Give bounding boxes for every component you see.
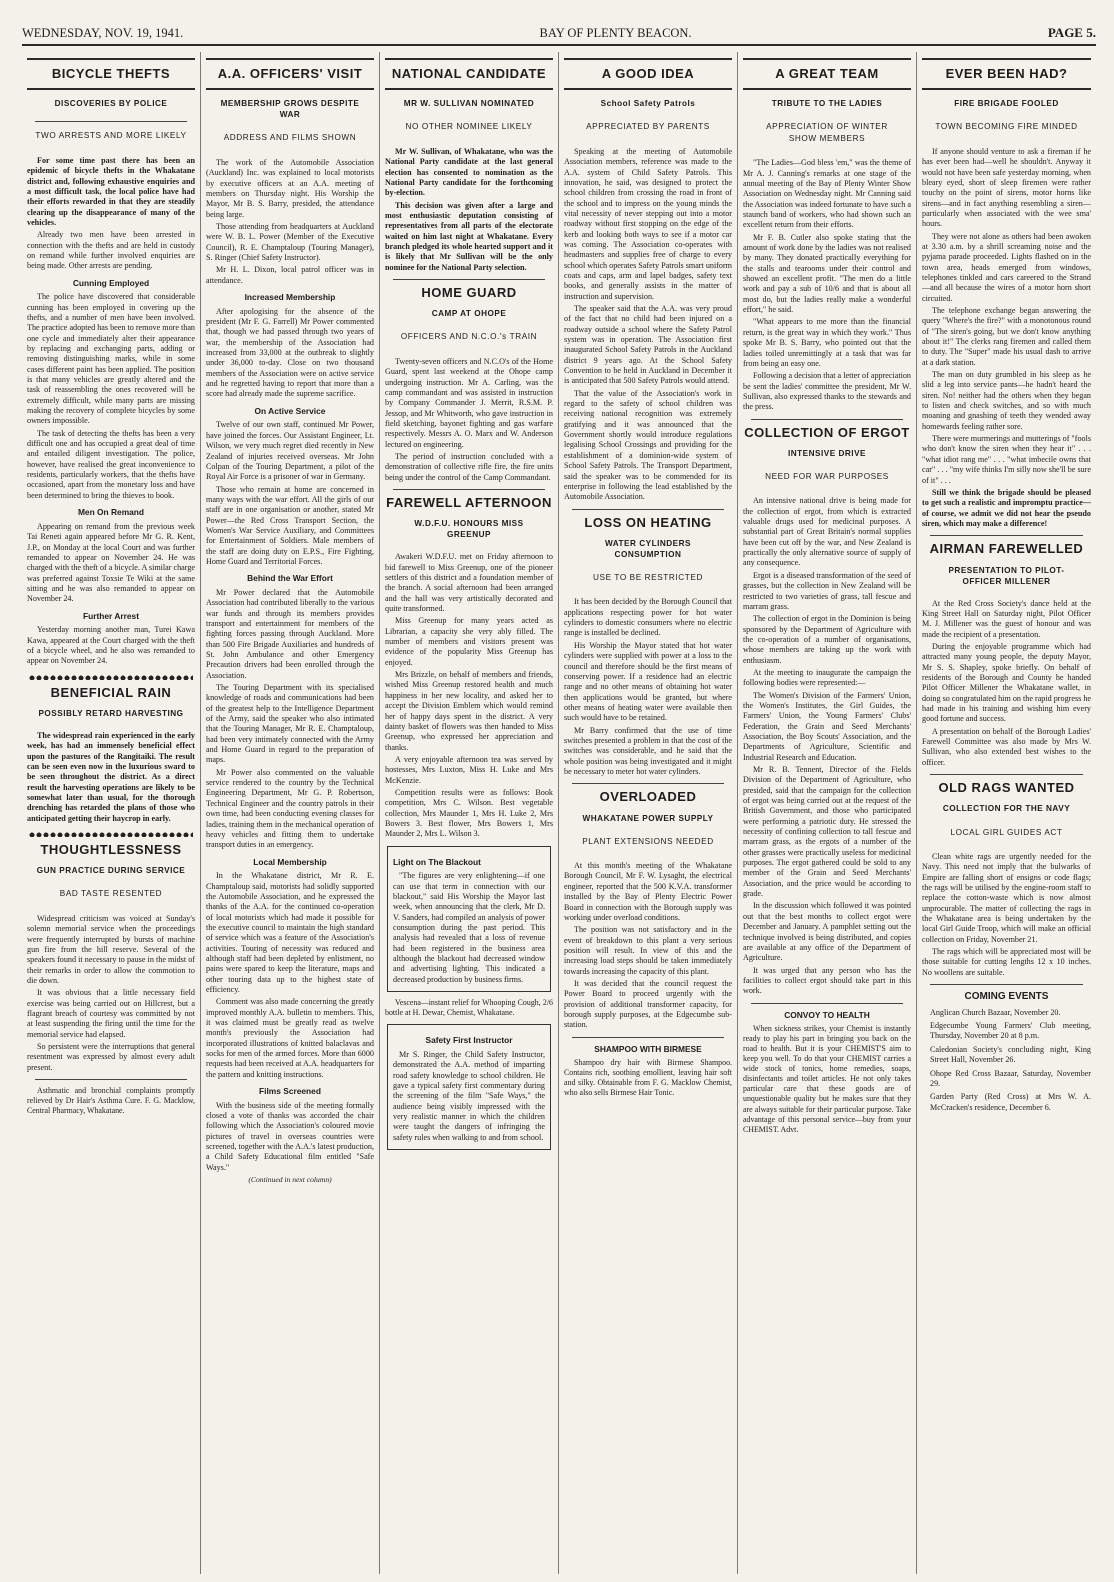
paragraph: It was decided that the council request the Power Board to proceed urgently with the provision of additional transformer capacity, for borough supply purposes, at the Edgecumbe sub-station. — [564, 978, 732, 1030]
subheadline: MEMBERSHIP GROWS DESPITE WAR — [220, 99, 360, 120]
section-heading: Men On Remand — [77, 507, 145, 518]
deck: ADDRESS AND FILMS SHOWN — [223, 133, 357, 143]
paragraph: The rags which will be appreciated most will be those suitable for cutting lengths 12 x 10 inches. No woollens are suitable. — [922, 947, 1091, 977]
paragraph: The telephone exchange began answering the query "Where's the fire?" with a monotonous round of "The siren's going, but we don't know anything about it!" The clerks rang firemen and called them to duty. The "Super" made his usual dash to arrive at a dark station. — [922, 306, 1091, 367]
paragraph: Speaking at the meeting of Automobile Association members, reference was made to the A.A. system of Child Safety Patrols. This innovation, he said, was designed to protect the school children from crossing the road in front of the school and to impress on the young minds the vital necessity of never stepping out into a motor roadway without first stopping on the edge of the kerb and looking both ways to see if a motor car was coming. The Association co-operates with headmasters and supplies free of charge to every school which operates Safety Patrols smart uniform coats and caps, arm and lapel badges, safety text books, and generally assists in the matter of instruction and supervision. — [564, 146, 732, 301]
paragraph: Mr Barry confirmed that the use of time switches presented a problem in that the cost of the switches was considerable, and he said that the whole position was being investigated and it might be necessary to meter hot water cylinders. — [564, 725, 732, 776]
paragraph: Awakeri W.D.F.U. met on Friday afternoon to bid farewell to Miss Greenup, one of the pioneer settlers of this district and a foundation member of the branch. A social afternoon had been arranged and the hall was very artistically decorated and quite transformed. — [385, 552, 553, 614]
deck: TOWN BECOMING FIRE MINDED — [935, 122, 1078, 132]
paragraph: Ergot is a diseased transformation of the seed of grasses, but the collection in New Zealand will be restricted to two varieties of grass, tall fescue and marram grass. — [743, 570, 911, 611]
paragraph: Mr H. L. Dixon, local patrol officer was in attendance. — [206, 265, 374, 285]
paragraph: The task of detecting the thefts has been a very difficult one and has occupied a great deal of time and entailed diligent investigation. The police, however, have realised the great inconvenience to residents, particularly workers, that the thefts have occasioned, apart from the monetary loss and have been determined to bring the thieves to book. — [27, 428, 195, 500]
paragraph: Shampoo dry hair with Birmese Shampoo. Contains rich, soothing emollient, leaving hair soft and silky. Obtainable from F. G. Macklow Chemist, who also sells Birmese Hair Tonic. — [564, 1058, 732, 1098]
paragraph: The man on duty grumbled in his sleep as he slid a leg into service pants—he hadn't heard the siren. No! neither had the others when they began to listen and check switches, and so with much moaning and gnashing of teeth they wended away homewards feeling rather sore. — [922, 370, 1091, 431]
coming-events — [922, 991, 1091, 1113]
article-bicycle-thefts — [27, 58, 195, 667]
advertisement-birmese — [564, 1044, 732, 1099]
advertisement: Vescena—instant relief for Whooping Cough, 2/6 bottle at H. Dewar, Chemist, Whakatane. — [385, 998, 553, 1018]
continued-note: (Continued in next column) — [248, 1175, 332, 1185]
article-safety-instructor-box — [387, 1024, 551, 1150]
section-heading: Films Screened — [259, 1086, 321, 1097]
headline: BICYCLE THEFTS — [27, 58, 195, 90]
section-heading: On Active Service — [254, 405, 326, 416]
paragraph: Mr F. B. Cutler also spoke stating that the amount of work done by the ladies was not realised by many. They donated practically everything for the stalls and tearooms under their control and showed an excellent profit. "The men do a little work and pay a sub of 10/6 and that is about all most do, but the ladies really make a wonderful effort," he said. — [743, 232, 911, 315]
ad-heading: SHAMPOO WITH BIRMESE — [594, 1043, 702, 1054]
headline: OVERLOADED — [599, 789, 697, 805]
headline: A GREAT TEAM — [743, 58, 911, 90]
divider — [930, 984, 1083, 985]
divider — [35, 121, 187, 122]
paragraph: Mr Power also commented on the valuable service rendered to the country by the Technical Engineering Department, Mr G. P. Robertson, Technical Engineer and the country patrols in their own time, had been conducting evening classes for ladies, training them in the mechanical operation of heavy vehicles and fitting them to undertake transport duties in an emergency. — [206, 767, 374, 850]
deck: BAD TASTE RESENTED — [59, 889, 163, 899]
article-farewell-afternoon — [385, 496, 553, 840]
paragraph: An intensive national drive is being made for the collection of ergot, from which is extracted valuable drugs used for medicinal purposes. A substantial part of Great Britain's normal supplies have been cut off by the war, and New Zealand is practically the only alternative source of supply of any consequence. — [743, 496, 911, 568]
paragraph: "The Ladies—God bless 'em," was the theme of Mr A. J. Canning's remarks at one stage of the annual meeting of the Bay of Plenty Winter Show Association on Wednesday night. Mr Canning said the Association was indeed fortunate to have such a staunch band of workers, who had shown such an excellent return from their efforts. — [743, 158, 911, 230]
paragraph: Mr R. B. Tennent, Director of the Fields Division of the Department of Agriculture, who presided, said that the campaign for the collection of ergot was being carried out at the request of the British Government, and those who participated were performing a patriotic duty. He stressed the necessity of confining collection to tall fescue and marram grass, as the ergots of a number of the other grasses were practically useless for medicinal purposes. The ergot gathered could be sold to any member of the Grain and Seed Merchants' Association, and the price would be according to grade. — [743, 765, 911, 899]
deck: NEED FOR WAR PURPOSES — [765, 471, 889, 481]
paragraph: Already two men have been arrested in connection with the thefts and are held in custody on remand while further involved enquiries are being made. Other arrests are pending. — [27, 230, 195, 271]
paragraph: The collection of ergot in the Dominion is being sponsored by the Department of Agriculture with the co-operation of a number of organisations, whose members are taking up the work with enthusiasm. — [743, 614, 911, 665]
paragraph: The work of the Automobile Association (Auckland) Inc. was explained to local motorists by executive officers at an A.A. meeting of members on Thursday night. His Worship the Mayor, Mr B. S. Barry, presided, the attendance being large. — [206, 157, 374, 219]
paragraph: Mr Power declared that the Automobile Association had contributed liberally to the various war funds and through its members provides transport and entertainment for members of the fighting forces passing through Auckland. More than 500 Fire Brigade Auxiliaries and hundreds of St. John Ambulance and other Emergency Precaution drivers had been enrolled through the Association. — [206, 587, 374, 680]
paragraph: Those who remain at home are concerned in many ways with the war effort. All the girls of our staff are in one organisation or another, stated Mr Power—the Red Cross Transport Section, the Women's War Service Auxiliary, and Committees for Entertainment of Soldiers. Male members of the staff are doing duty on E.P.S., Fire Fighting, Home Guard and Territorial Forces. — [206, 484, 374, 566]
article-ever-been-had — [922, 58, 1091, 529]
paragraph: After apologising for the absence of the president (Mr F. G. Farrell) Mr Power commented that, though we had passed through two years of war, the membership of the Association had increased from 33,000 at the outbreak to slightly under 36,000 to-day. Close on two thousand members of the Association were on active service and he regretted having to report that more than a score had already made the supreme sacrifice. — [206, 306, 374, 399]
article-home-guard — [385, 286, 553, 483]
article-a-good-idea — [564, 58, 732, 503]
article-loss-on-heating — [564, 516, 732, 778]
subheadline: DISCOVERIES BY POLICE — [54, 99, 168, 109]
event-item: Anglican Church Bazaar, November 20. — [930, 1007, 1061, 1017]
paragraph: In the Whakatane district, Mr R. E. Champtaloup said, motorists had solidly supported the Automobile Association, and he expressed the thanks of the A.A. for the continued co-operation of local motorists which had made it possible for the executive council to maintain the high standard of service which was a feature of the Association's activities. Touring of necessity was reduced and although staff had been depleted by enlistment, no pains were spared to keep the literature, maps and other touring data up to the highest state of efficiency. — [206, 871, 374, 994]
divider — [930, 535, 1083, 536]
paragraph: A very enjoyable afternoon tea was served by hostesses, Mrs Luxton, Miss H. Luke and Mrs McKenzie. — [385, 754, 553, 785]
headline: A.A. OFFICERS' VISIT — [206, 58, 374, 90]
deck: APPRECIATED BY PARENTS — [586, 122, 710, 132]
section-heading: Increased Membership — [244, 292, 336, 303]
column-2 — [201, 52, 380, 1574]
column-5 — [738, 52, 917, 1574]
subheadline: GUN PRACTICE DURING SERVICE — [36, 866, 186, 876]
paragraph: There were murmerings and mutterings of "fools who don't know the siren when they hear it" . . . "what idiot rang me" . . . "what imbecile owns that car" . . . "my wife thinks I'm silly now she'll be sure of it" . . . — [922, 434, 1092, 485]
article-blackout-box — [387, 846, 551, 992]
subheadline: CAMP AT OHOPE — [431, 309, 507, 319]
headline: A GOOD IDEA — [564, 58, 732, 90]
headline: HOME GUARD — [421, 284, 517, 300]
paragraph: It was urged that any person who has the facilities to collect ergot should take part in this work. — [743, 965, 911, 996]
headline: COLLECTION OF ERGOT — [744, 424, 910, 440]
paragraph: Yesterday morning another man, Turei Kawa Kawa, appeared at the Court charged with the theft of a bicycle wheel, and he also was remanded to appear on November 24. — [27, 625, 195, 666]
article-old-rags-wanted — [922, 781, 1091, 978]
column-4 — [559, 52, 738, 1574]
box-heading: Safety First Instructor — [425, 1035, 513, 1046]
deck: OFFICERS AND N.C.O.'s TRAIN — [400, 332, 538, 342]
article-airman-farewelled — [922, 542, 1091, 768]
paragraph: "What appears to me more than the financial return, is the great way in which they work." Thus spoke Mr B. S. Barry, who pointed out that the ladies toiled unremittingly at a task that was far from being an easy one. — [743, 317, 911, 368]
section-heading: Further Arrest — [83, 610, 139, 621]
headline: BENEFICIAL RAIN — [50, 684, 172, 700]
ad-heading: CONVOY TO HEALTH — [784, 1009, 870, 1020]
event-item: Garden Party (Red Cross) at Mrs W. A. McCracken's residence, December 6. — [930, 1092, 1091, 1112]
paragraph: It was obvious that a little necessary field exercise was being carried out on Hillcrest, but a flagrant breach of courtesy was committed by not at least suspending the firing until the time for the memorial service had elapsed. — [27, 988, 195, 1039]
subheadline: TRIBUTE TO THE LADIES — [771, 99, 883, 109]
headline: THOUGHTLESSNESS — [40, 842, 182, 858]
subheadline: FIRE BRIGADE FOOLED — [954, 99, 1059, 109]
event-item: Ohope Red Cross Bazaar, Saturday, November 29. — [930, 1068, 1091, 1088]
subheadline: School Safety Patrols — [600, 99, 696, 109]
paragraph: The period of instruction concluded with a demonstration of collective rifle fire, the fire units being under the control of the Camp Commandant. — [385, 451, 553, 482]
article-national-candidate — [385, 58, 553, 273]
paragraph: During the enjoyable programme which had attracted many young people, the deputy Mayor, Mr S. S. Shapley, spoke briefly. On behalf of residents of the Borough and County he handed Pilot Officer Millener the Whakatane wallet, in doing so congratulated him on the rapid progress he had made in his training and wishing him every good fortune and success. — [922, 642, 1091, 724]
section-heading: Behind the War Effort — [247, 573, 333, 584]
headline: AIRMAN FAREWELLED — [929, 541, 1084, 557]
paragraph: For some time past there has been an epidemic of bicycle thefts in the Whakatane district and, following exhaustive enquiries and a most difficult task, the local police have had their efforts rewarded in that they are steadily clearing up the disappearance of many of the vehicles. — [27, 155, 195, 227]
paragraph: Still we think the brigade should be pleased to get such a realistic and impromptu practice—of course, we admit we did not hear the pseudo siren, which may make a difference! — [922, 487, 1091, 528]
advertisement-convoy-to-health — [743, 1010, 911, 1135]
subheadline: WHAKATANE POWER SUPPLY — [582, 813, 714, 823]
divider — [751, 419, 903, 420]
paragraph: That the value of the Association's work in regard to the safety of school children was receiving national recognition was extremely gratifying and it was announced that the Government shortly would introduce regulations legalising School Crossings and providing for the establishment of a dominion-wide system of School Safety Patrols. The Transport Department, said the speaker was to be commended for its enterprise in following the lead established by the Automobile Association. — [564, 388, 732, 502]
news-columns — [22, 52, 1096, 1574]
paragraph: Appearing on remand from the previous week Tai Reneti again appeared before Mr G. R. Kent, J.P., on Monday at the local Court and was further remanded to appear on November 24. He was charged with the theft of a bicycle. A similar charge was preferred against Toxsie Te Wiki at the same sitting and he was also remanded to appear on November 24. — [27, 521, 196, 604]
paragraph: It has been decided by the Borough Council that applications respecting power for hot water cylinders to domestic consumers where no electric range is installed be declined. — [564, 597, 732, 638]
paragraph: The widespread rain experienced in the early week, has had an immensely beneficial effect upon the pastures of the Rangitaiki. The result can be seen even now in the luxurious sward to be seen throughout the district. As a direct result the harvesting operations are likely to be somewhat later than usual, for the thorough drenching has retarded the plans of those who anticipated getting their haycrop in early. — [27, 731, 195, 823]
paragraph: So persistent were the interruptions that general resentment was expressed by almost every adult present. — [27, 1042, 195, 1072]
article-a-great-team — [743, 58, 911, 413]
article-thoughtlessness — [27, 843, 195, 1073]
headline: LOSS ON HEATING — [584, 514, 712, 530]
paragraph: Following a decision that a letter of appreciation be sent the ladies' committee the president, Mr W. Sullivan, also expressed thanks to the stewards and the press. — [743, 371, 911, 412]
subheadline: POSSIBLY RETARD HARVESTING — [38, 708, 184, 718]
paragraph: "The figures are very enlightening—if one can use that term in connection with our blackout," said His Worship the Mayor last week, when announcing that the clerk, Mr D. V. Sanders, had compiled an analysis of power consumption during the past period. This analysis had revealed that a loss of revenue had been registered in the business area although the blackout had decreased window and advertising lighting. This indicated a decreased production by business firms. — [393, 871, 545, 984]
paragraph: Twenty-seven officers and N.C.O's of the Home Guard, spent last weekend at the Ohope camp undergoing instruction. Mr A. Carling, was the camp commandant and was assisted in instruction by Company Commander J. Merrit, R.S.M. P. Jessop, and Mr Whitworth, who gave instruction in field sketching, bayonet fighting and gas warfare respectively. Messrs A. O. Marx and W. Anderson lectured on engineering. — [385, 356, 553, 449]
page-number: PAGE 5. — [1047, 25, 1096, 40]
issue-date: WEDNESDAY, NOV. 19, 1941. — [22, 26, 184, 40]
headline: FAREWELL AFTERNOON — [386, 494, 552, 510]
paragraph: Comment was also made concerning the greatly improved monthly A.A. bulletin to members. This, it was claimed must be greatly read as twelve month's previously the Association had incorporated illustrations of knitted balaclavas and socks for men of the armed forces. More than 6000 requests had been received at A.A. headquarters for the pattern and knitting instructions. — [206, 997, 374, 1079]
paragraph: With the business side of the meeting formally closed a vote of thanks was accorded the chair following which the Association's coloured movie pictures of travel in overseas countries were screened, together with the A.A.'s latest production, a Child Safety Educational film entitled "Safe Ways." — [206, 1100, 374, 1172]
paragraph: His Worship the Mayor stated that hot water cylinders were supplied with power at a loss to the council and therefore should be the first means of conserving power. If a residence had an electric range and no other means of obtaining hot water then applications would be granted, but where other means of heating water were available then such would have to be retained. — [564, 640, 732, 723]
subheadline: COLLECTION FOR THE NAVY — [942, 804, 1071, 814]
paragraph: In the discussion which followed it was pointed out that the best months to collect ergot were December and January. A pamphlet setting out the technique involved is being distributed, and copies are available at any office of the Department of Agriculture. — [743, 901, 911, 963]
deck: USE TO BE RESTRICTED — [593, 572, 703, 582]
divider — [572, 509, 724, 510]
divider — [393, 279, 545, 280]
subheadline: W.D.F.U. HONOURS MISS GREENUP — [414, 519, 524, 540]
article-overloaded — [564, 790, 732, 1030]
paragraph: At this month's meeting of the Whakatane Borough Council, Mr F. W. Lysaght, the electrical engineer, reported that the 500 K.V.A. transformer installed by the Bay of Plenty Electric Power Board in connection with the Borough supply was working under overload conditions. — [564, 861, 732, 922]
section-heading: Cunning Employed — [72, 277, 150, 288]
paragraph: They were not alone as others had been awoken at 3.30 a.m. by a shrill screaming noise and the pyjama parade proceeded. Lights flashed on in the town area, heads emerged from windows, telephones tinkled and cars careered to the Strand—and all because the wires of a motor horn short circuited. — [922, 231, 1091, 303]
subheadline: MR W. SULLIVAN NOMINATED — [403, 99, 535, 109]
headline: EVER BEEN HAD? — [922, 58, 1091, 90]
headline: NATIONAL CANDIDATE — [385, 58, 553, 90]
column-1 — [22, 52, 201, 1574]
subheadline: INTENSIVE DRIVE — [787, 448, 867, 458]
paragraph: The Touring Department with its specialised knowledge of roads and communications had been of the greatest help to the Intelligence Department of the Army, said the speaker who also intimated that the Touring Manager, Mr R. E. Champtaloup, had been very intimately connected with the Army and Home Guard in regard to the preparation of maps. — [206, 683, 374, 765]
event-item: Edgecumbe Young Farmers' Club meeting, Thursday, November 20 at 8 p.m. — [930, 1021, 1091, 1041]
wave-divider — [29, 830, 193, 837]
paragraph: The position was not satisfactory and in the event of breakdown to this plant a very serious position will result. In view of this and the increasing load steps should be taken immediately towards increasing the capacity of this plant. — [564, 925, 732, 976]
paragraph: When sickness strikes, your Chemist is instantly ready to play his part in bringing you back on the road to health. But it is your CHEMIST'S aim to keep you well. To do that your CHEMIST carries a wide stock of tonics, home remedies, soaps, disinfectants and toilet articles. He not only takes particular care that these goods are of unquestionable quality but he makes sure that they are always suitable for their particular purpose. Take advantage of this personal service—buy from your CHEMIST. Advt. — [743, 1024, 911, 1134]
deck: NO OTHER NOMINEE LIKELY — [405, 122, 533, 132]
advertisement: Asthmatic and bronchial complaints promptly relieved by Dr Hair's Asthma Cure. F. G. Macklow, Central Pharmacy, Whakatane. — [27, 1086, 195, 1116]
paragraph: At the Red Cross Society's dance held at the King Street Hall on Saturday night, Pilot Officer M. J. Millener was the guest of honour and was made the recipient of a presentation. — [922, 598, 1091, 639]
divider — [572, 1037, 724, 1038]
article-beneficial-rain — [27, 686, 195, 824]
divider — [393, 489, 545, 490]
paragraph: Mrs Brizzle, on behalf of members and friends, wished Miss Greenup restored health and much happiness in her new locality, and asked her to accept the Division Emblem which would remind her of happy days spent in the district. A very dainty basket of flowers was then handed to Miss Greenup, who expressed her appreciation and thanks. — [385, 670, 553, 752]
deck: TWO ARRESTS AND MORE LIKELY — [35, 131, 187, 141]
divider — [751, 1003, 903, 1004]
masthead — [22, 22, 1096, 46]
article-aa-officers-visit — [206, 58, 374, 1185]
deck: PLANT EXTENSIONS NEEDED — [582, 836, 714, 846]
paragraph: Mr W. Sullivan, of Whakatane, who was the National Party candidate at the last general election has consented to nomination as the National Party candidate for the forthcoming by-election. — [385, 146, 553, 198]
paragraph: Twelve of our own staff, continued Mr Power, have joined the forces. Our Assistant Engineer, Lt. Wilson, we very much regret died recently in New Zealand of injuries received overseas. Mr John Colpan of the Touring Department, a pilot of the Royal Air Force is a prisoner of war in Germany. — [206, 420, 374, 482]
paragraph: If anyone should venture to ask a fireman if he has ever been had—well he shouldn't. Anyway it would not have been safe yesterday morning, when bleary eyed, short of sleep firemen were rather touchy on the point of sirens, motor horns like sirens—and in fact anything resembling a siren—particularly when associated with the wee sma' hours. — [922, 146, 1091, 229]
wave-divider — [29, 673, 193, 680]
paragraph: Widespread criticism was voiced at Sunday's solemn memorial service when the proceedings were frequently interrupted by bursts of machine gun fire from the hill reserve. Several of the speakers found it necessary to pause in the midst of their remarks in order to allow the commotion to die down. — [27, 913, 195, 985]
deck: APPRECIATION OF WINTER SHOW MEMBERS — [766, 122, 888, 143]
paragraph: The speaker said that the A.A. was very proud of the fact that no child had been injured on a roadway outside a school where the Safety Patrol system was in operation. The Association first inaugurated School Safety Patrols in the Auckland district 9 years ago. At the School Safety Convention to be held in Auckland in December it is anticipated that 500 Safety Patrols would attend. — [564, 304, 732, 386]
divider — [35, 1079, 187, 1080]
subheadline: WATER CYLINDERS CONSUMPTION — [604, 538, 692, 559]
paragraph: The Women's Division of the Farmers' Union, the Women's Institutes, the Girl Guides, the Farmers' Union, the Young Farmers' Clubs' Federation, the Grain and Seed Merchants' Association, the Boy Scouts' Association, and the Departments of Agriculture, Scientific and Industrial Research and Education. — [743, 690, 911, 762]
paragraph: A presentation on behalf of the Borough Ladies' Farewell Committee was also made by Mrs W. Sullivan, who also extended best wishes to the officer. — [922, 726, 1091, 767]
events-heading: COMING EVENTS — [964, 991, 1049, 1003]
deck: LOCAL GIRL GUIDES ACT — [950, 827, 1063, 837]
paragraph: Clean white rags are urgently needed for the Navy. This need not imply that the bulwarks of Empire are falling short of ensigns or code flags; the rags will be utilised by the engine-room staff to replace the cotton-waste which is now almost unprocurable. The matter of collecting the rags in the Whakatane area is being undertaken by the local Girl Guide Troop, which will make an official collection on Friday, November 21. — [922, 851, 1091, 944]
headline: OLD RAGS WANTED — [938, 780, 1075, 796]
paragraph: At the meeting to inaugurate the campaign the following bodies were represented:— — [743, 667, 911, 688]
paragraph: The police have discovered that considerable cunning has been employed in covering up the thefts, and a number of men have been involved. The practice adopted has been to remove more than one cycle and immediately alter their appearance by replacing and exchanging parts, adding or removing distinguishing marks, while in some cases different paint has been applied. The position is that many vehicles are greatly altered and the task of reassembling the ones recovered will be extremely difficult, while many parts are missing making the recovery of complete bicycles by some owners impossible. — [27, 292, 195, 426]
box-heading: Light on The Blackout — [393, 856, 481, 867]
divider — [930, 774, 1083, 775]
event-item: Caledonian Society's concluding night, King Street Hall, November 26. — [930, 1044, 1091, 1065]
paper-title: BAY OF PLENTY BEACON. — [539, 26, 692, 40]
section-heading: Local Membership — [253, 856, 327, 867]
subheadline: PRESENTATION TO PILOT-OFFICER MILLENER — [948, 565, 1065, 586]
column-6 — [917, 52, 1096, 1574]
column-3 — [380, 52, 559, 1574]
divider — [572, 783, 724, 784]
paragraph: Mr S. Ringer, the Child Safety Instructor, demonstrated the A.A. method of imparting road safety knowledge to school children. He gave a typical safety first commentary during the screening of the film "Safe Ways," the audience being visibly impressed with the very realistic manner in which the children were taught the dangers of infringing the safety rules when walking to and from school. — [393, 1049, 545, 1142]
paragraph: Those attending from headquarters at Auckland were W. B. L. Power (Member of the Executive Council), R. E. Champtaloup (Touring Manager), S. Ringer (Chief Safety Instructor). — [206, 221, 374, 262]
paragraph: This decision was given after a large and most enthusiastic deputation consisting of representatives from all parts of the electorate waited on him last night at Whakatane. Every branch pledged its whole hearted support and it is likely that Mr Sullivan will be the only nominee for the National Party selection. — [385, 200, 553, 272]
article-collection-of-ergot — [743, 426, 911, 997]
paragraph: Competition results were as follows: Book competition, Mrs C. Wilson. Best vegetable collection, Mrs Maunder 1, Mrs H. Luke 2, Mrs Bowers 3. Best flower, Mrs Bowers 1, Mrs Maunder 2, Mrs L. Wilson 3. — [385, 787, 553, 839]
paragraph: Miss Greenup for many years acted as Librarian, a capacity she very ably filled. The number of members and visitors present was evidence of the popularity Miss Greenup has enjoyed. — [385, 616, 553, 667]
